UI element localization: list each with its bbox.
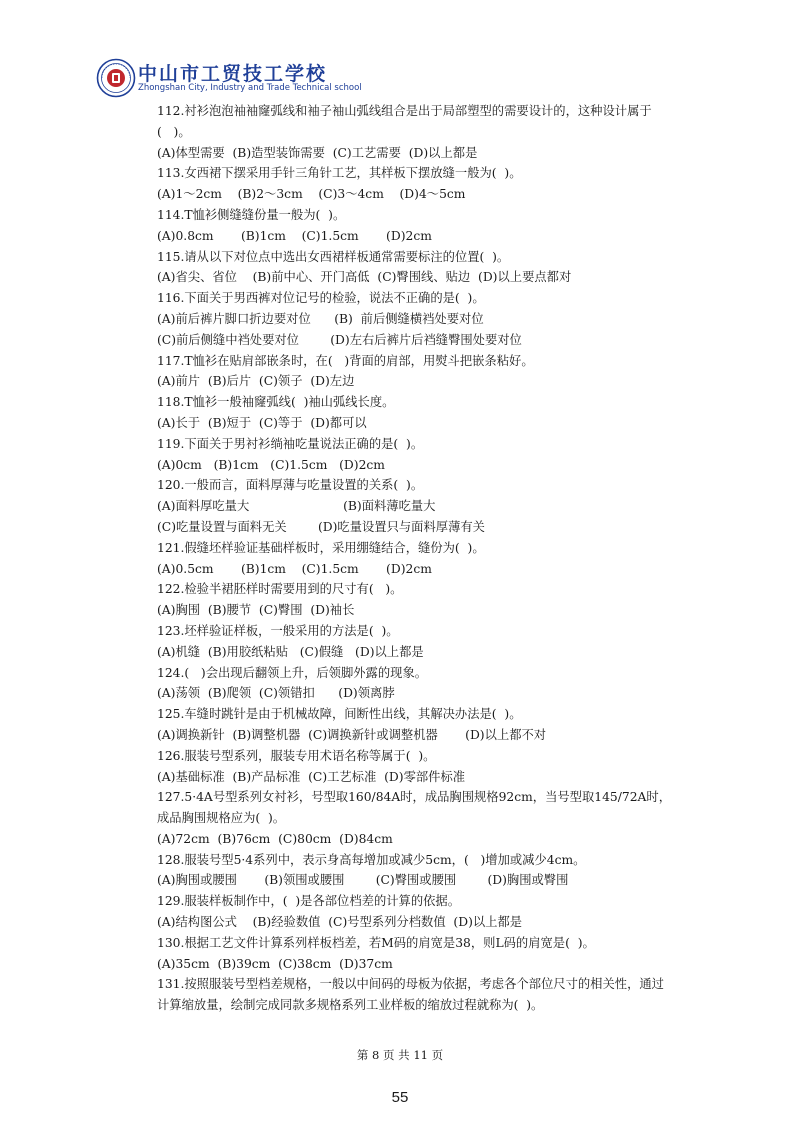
question-line: (A)72cm (B)76cm (C)80cm (D)84cm [157, 831, 393, 846]
question-line: 114.T恤衫侧缝缝份量一般为( )。 [157, 207, 346, 222]
question-line: 121.假缝坯样验证基础样板时，采用绷缝结合，缝份为( )。 [157, 540, 485, 555]
question-line: (A)前片 (B)后片 (C)领子 (D)左边 [157, 374, 355, 389]
question-list [157, 101, 727, 1016]
question-line: 116.下面关于男西裤对位记号的检验，说法不正确的是( )。 [157, 291, 485, 306]
question-line: (A)0.8cm (B)1cm (C)1.5cm (D)2cm [157, 228, 432, 243]
question-line: (A)结构图公式 (B)经验数值 (C)号型系列分档数值 (D)以上都是 [157, 915, 523, 930]
question-line: 122.检验半裙胚样时需要用到的尺寸有( )。 [157, 582, 403, 597]
question-line: 计算缩放量，绘制完成同款多规格系列工业样板的缩放过程就称为( )。 [157, 998, 544, 1013]
page-number: 55 [391, 1089, 409, 1106]
question-line: 120.一般而言，面料厚薄与吃量设置的关系( )。 [157, 478, 424, 493]
question-line: 127.5·4A号型系列女衬衫，号型取160/84A时，成品胸围规格92cm，当号型取145/72A时， [157, 790, 672, 805]
question-line: (A)体型需要 (B)造型装饰需要 (C)工艺需要 (D)以上都是 [157, 145, 478, 160]
question-line: 131.按照服装号型档差规格，一般以中间码的母板为依据，考虑各个部位尺寸的相关性，通过 [157, 977, 664, 992]
question-line: 112.衬衫泡泡袖袖窿弧线和袖子袖山弧线组合是出于局部塑型的需要设计的，这种设计属于 [157, 104, 652, 118]
question-line: (A)前后裤片脚口折边要对位 (B) 前后侧缝横裆处要对位 [157, 311, 484, 326]
question-line: 119.下面关于男衬衫绱袖吃量说法正确的是( )。 [157, 436, 424, 451]
school-name-en: Zhongshan City, Industry and Trade Technical school [138, 83, 362, 93]
question-line: 成品胸围规格应为( )。 [157, 811, 286, 826]
question-line: 123.坯样验证样板，一般采用的方法是( )。 [157, 623, 399, 638]
question-line: (C)前后侧缝中裆处要对位 (D)左右后裤片后裆缝臀围处要对位 [157, 332, 522, 347]
question-line: 113.女西裙下摆采用手针三角针工艺，其样板下摆放缝一般为( )。 [157, 166, 522, 181]
school-header [96, 56, 416, 104]
question-line: (A)基础标准 (B)产品标准 (C)工艺标准 (D)零部件标准 [157, 769, 466, 784]
question-line: (A)荡领 (B)爬领 (C)领错扣 (D)领离脖 [157, 686, 395, 701]
question-line: (C)吃量设置与面料无关 (D)吃量设置只与面料厚薄有关 [157, 519, 485, 534]
question-line: (A)机缝 (B)用胶纸粘贴 (C)假缝 (D)以上都是 [157, 644, 424, 659]
question-line: (A)35cm (B)39cm (C)38cm (D)37cm [157, 956, 393, 971]
question-line: (A)面料厚吃量大 (B)面料薄吃量大 [157, 499, 436, 514]
question-line: 126.服装号型系列，服装专用术语名称等属于( )。 [157, 748, 436, 763]
question-line: 124.( )会出现后翻领上升，后领脚外露的现象。 [157, 665, 428, 680]
page-info: 第 8 页 共 11 页 [356, 1048, 444, 1062]
question-line: (A)0.5cm (B)1cm (C)1.5cm (D)2cm [157, 561, 432, 576]
question-line: (A)长于 (B)短于 (C)等于 (D)都可以 [157, 415, 367, 430]
question-line: 129.服装样板制作中，( )是各部位档差的计算的依据。 [157, 894, 461, 909]
question-line: (A)调换新针 (B)调整机器 (C)调换新针或调整机器 (D)以上都不对 [157, 727, 547, 742]
question-line: ( )。 [157, 124, 191, 139]
question-line: 128.服装号型5·4系列中，表示身高每增加或减少5cm，( )增加或减少4cm。 [157, 852, 586, 867]
question-line: (A)胸围或腰围 (B)领围或腰围 (C)臀围或腰围 (D)胸围或臀围 [157, 873, 569, 888]
question-line: (A)省尖、省位 (B)前中心、开门高低 (C)臀围线、贴边 (D)以上要点都对 [157, 270, 572, 285]
question-line: (A)1～2cm (B)2～3cm (C)3～4cm (D)4～5cm [157, 187, 466, 202]
question-line: 117.T恤衫在贴肩部嵌条时，在( )背面的肩部，用熨斗把嵌条粘好。 [157, 353, 534, 368]
question-line: (A)胸围 (B)腰节 (C)臀围 (D)袖长 [157, 603, 355, 618]
school-name-cn: 中山市工贸技工学校 [138, 63, 328, 85]
school-logo-icon [96, 58, 136, 98]
question-line: 115.请从以下对位点中选出女西裙样板通常需要标注的位置( )。 [157, 249, 510, 264]
question-line: 125.车缝时跳针是由于机械故障，间断性出线，其解决办法是( )。 [157, 707, 522, 722]
question-line: (A)0cm (B)1cm (C)1.5cm (D)2cm [157, 457, 385, 472]
question-line: 118.T恤衫一般袖窿弧线( )袖山弧线长度。 [157, 395, 395, 410]
question-line: 130.根据工艺文件计算系列样板档差，若M码的肩宽是38，则L码的肩宽是( )。 [157, 935, 595, 950]
